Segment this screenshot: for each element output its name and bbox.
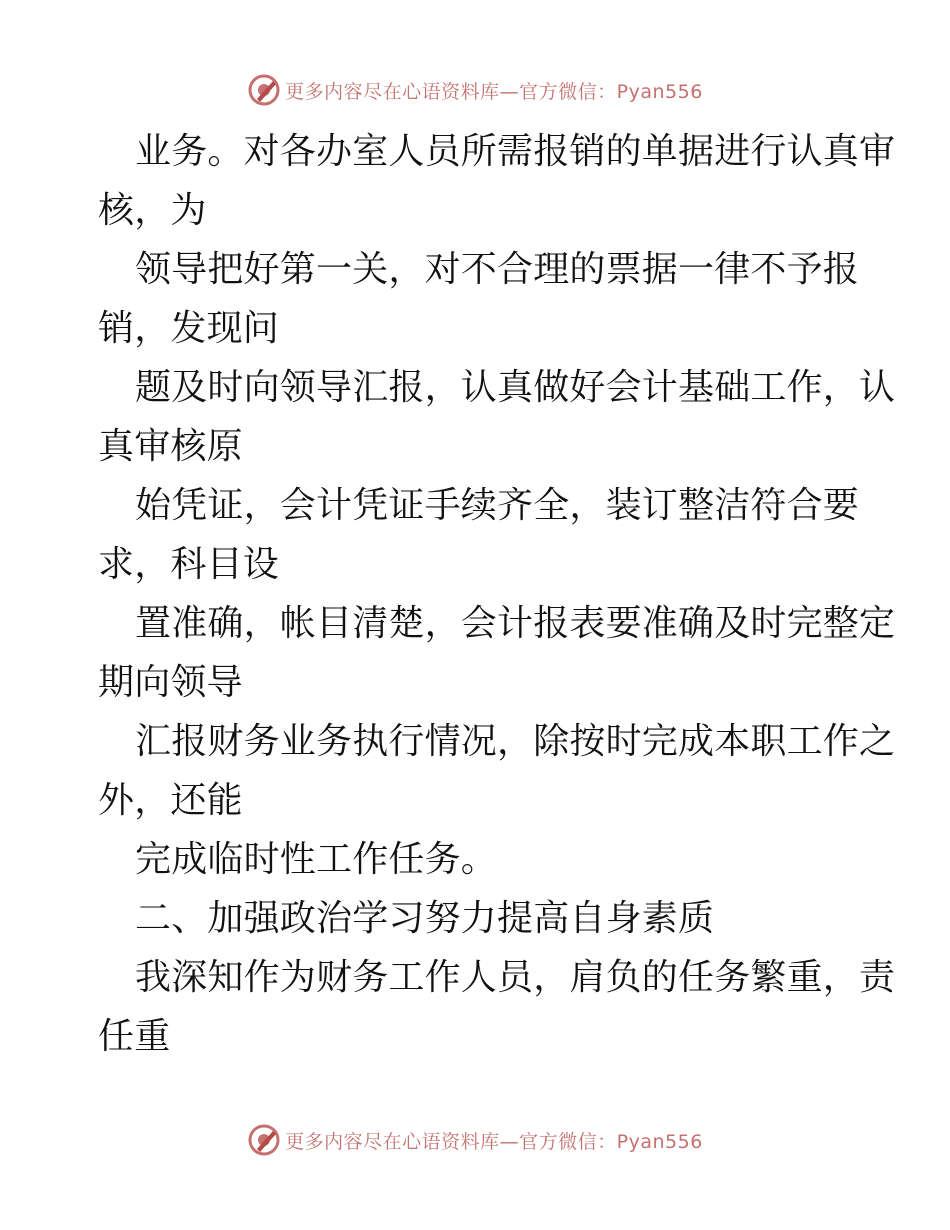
body-line: 汇报财务业务执行情况，除按时完成本职工作之 (135, 721, 896, 762)
pen-logo-icon (247, 1123, 281, 1157)
body-line: 期向领导 (98, 662, 243, 703)
body-line: 我深知作为财务工作人员，肩负的任务繁重，责 (135, 957, 896, 998)
body-line: 核，为 (98, 190, 207, 231)
body-line: 完成临时性工作任务。 (135, 839, 498, 880)
body-line: 始凭证，会计凭证手续齐全，装订整洁符合要 (135, 485, 860, 526)
pen-logo-icon (247, 73, 281, 107)
footer-banner (0, 1120, 950, 1160)
footer-banner-text: 更多内容尽在心语资料库—官方微信：Pyan556 (285, 1130, 703, 1153)
document-body (98, 122, 896, 1066)
body-line: 置准确，帐目清楚，会计报表要准确及时完整定 (135, 603, 896, 644)
body-line: 销，发现问 (98, 308, 280, 349)
body-line: 题及时向领导汇报，认真做好会计基础工作，认 (135, 367, 896, 408)
body-line: 任重 (98, 1016, 171, 1057)
body-line: 真审核原 (98, 426, 243, 467)
body-line: 业务。对各办室人员所需报销的单据进行认真审 (135, 131, 896, 172)
header-banner-text: 更多内容尽在心语资料库—官方微信：Pyan556 (285, 80, 703, 103)
body-line: 领导把好第一关，对不合理的票据一律不予报 (135, 249, 860, 290)
header-banner (0, 70, 950, 110)
body-line: 求，科目设 (98, 544, 280, 585)
section-heading: 二、加强政治学习努力提高自身素质 (135, 898, 715, 939)
body-line: 外，还能 (98, 780, 243, 821)
